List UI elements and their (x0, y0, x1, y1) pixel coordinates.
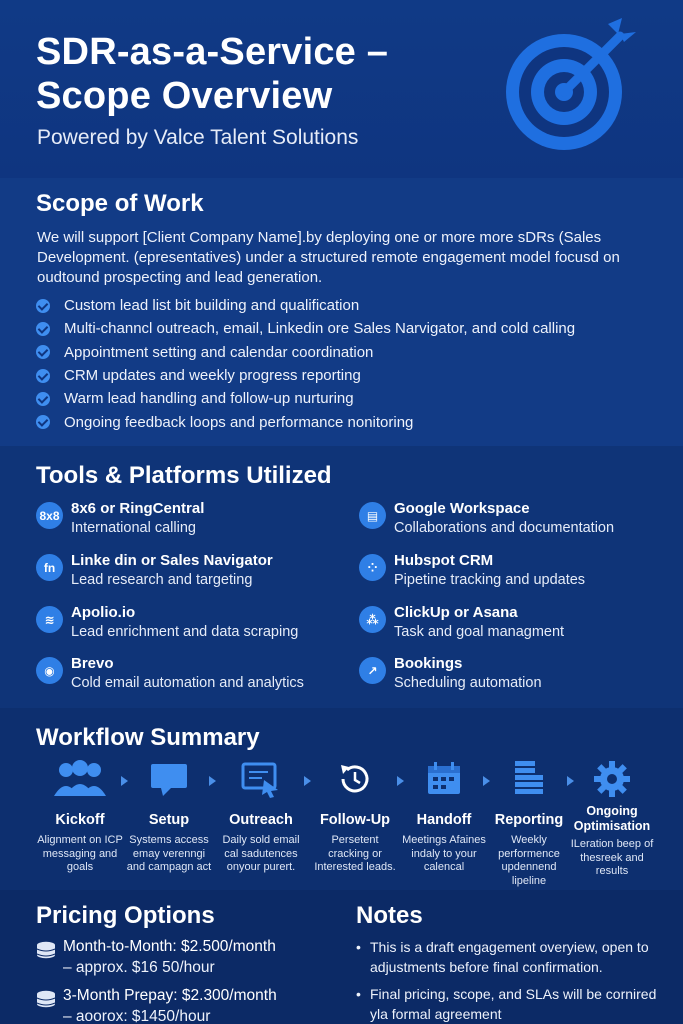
workflow-step-follow-up: Follow-Up Persetent cracking or Interested leads. (310, 758, 400, 875)
tools-title: Tools & Platforms Utilized (36, 462, 332, 489)
gear-icon (592, 759, 632, 799)
target-arrow-icon (500, 14, 640, 154)
calendar-icon (425, 760, 463, 798)
tool-item-bookings: ↗ Bookings Scheduling automation (359, 655, 659, 699)
document-icon: ▤ (359, 502, 386, 529)
scope-list (36, 294, 575, 434)
workflow-step-outreach: Outreach Daily sold email cal sadutences onyour purert. (216, 758, 306, 875)
tasks-icon: ⁂ (359, 606, 386, 633)
workflow-step-setup: Setup Systems access emay verenngi and campagn act (124, 758, 214, 875)
note-item: • This is a draft engagement overyiew, open to adjustments before final confirmation. (356, 938, 666, 977)
message-icon (149, 760, 189, 798)
list-item: Multi-channcl outreach, email, Linkedin ore Sales Narvigator, and cold calling (36, 317, 575, 340)
list-item: Appointment setting and calendar coordination (36, 341, 575, 364)
workflow-step-reporting: Reporting Weekly performence updennend lipeline (484, 758, 574, 888)
report-icon (509, 759, 549, 799)
outreach-icon (240, 760, 282, 798)
list-item: Custom lead list bit building and qualification (36, 294, 575, 317)
bottom-section: Pricing Options Month-to-Month: $2.500/month – approx. $16 50/hour 3-Month Prepay: $2.300/month – aoorox: $1450/hour Notes • This is a draft engagement overyiew, open to adjustments before final confirmation. • Final pricing, scope, and SLAs will be cornired yla formal agreement (0, 890, 683, 1024)
pricing-title: Pricing Options (36, 902, 215, 929)
check-icon (36, 415, 50, 429)
workflow-step-optimisation: Ongoing Optimisation ILeration beep of thesreek and results (566, 758, 658, 879)
list-item: Warm lead handling and follow-up nurturing (36, 387, 575, 410)
coins-icon (36, 990, 56, 1010)
phone-icon: 8x8 (36, 502, 63, 529)
tool-item-brevo: ◉ Brevo Cold email automation and analytics (36, 655, 336, 699)
workflow-step-kickoff: Kickoff Alignment on ICP messaging and goals (35, 758, 125, 875)
check-icon (36, 345, 50, 359)
calendar-icon: ↗ (359, 657, 386, 684)
check-icon (36, 299, 50, 313)
header (0, 0, 683, 178)
page-title: SDR-as-a-Service – Scope Overview (36, 31, 389, 117)
scope-intro: We will support [Client Company Name].by deploying one or more more sDRs (Sales Development. (epresentatives) under a structured remote engagement model focusd on oudtound prospecting and lead generation. (37, 229, 620, 286)
note-item: • Final pricing, scope, and SLAs will be cornired yla formal agreement (356, 985, 666, 1024)
arrow-icon (209, 776, 216, 786)
tool-item-clickup: ⁂ ClickUp or Asana Task and goal managment (359, 604, 659, 648)
hubspot-icon: ⁘ (359, 554, 386, 581)
notes-title: Notes (356, 902, 423, 929)
linkedin-icon: fn (36, 554, 63, 581)
email-icon: ◉ (36, 657, 63, 684)
tool-item-google-workspace: ▤ Google Workspace Collaborations and documentation (359, 500, 659, 544)
workflow-step-handoff: Handoff Meetings Afaines indaly to your calencal (399, 758, 489, 875)
workflow-title: Workflow Summary (36, 724, 260, 751)
tool-item-hubspot: ⁘ Hubspot CRM Pipetine tracking and updates (359, 552, 659, 596)
tool-item-ringcentral: 8x8 8x6 or RingCentral International calling (36, 500, 336, 544)
team-icon (52, 760, 108, 798)
tool-item-linkedin: fn Linke din or Sales Navigator Lead research and targeting (36, 552, 336, 596)
list-item: Ongoing feedback loops and performance nonitoring (36, 410, 575, 433)
coins-icon (36, 941, 56, 961)
check-icon (36, 322, 50, 336)
tool-item-apollo: ≋ Apolio.io Lead enrichment and data scraping (36, 604, 336, 648)
page-subtitle: Powered by Valce Talent Solutions (37, 126, 359, 149)
workflow-section (0, 708, 683, 890)
list-item: CRM updates and weekly progress reporting (36, 364, 575, 387)
tools-section (0, 446, 683, 708)
refresh-icon (335, 759, 375, 799)
check-icon (36, 369, 50, 383)
check-icon (36, 392, 50, 406)
scope-section (0, 178, 683, 446)
scope-title: Scope of Work (36, 190, 204, 217)
apollo-icon: ≋ (36, 606, 63, 633)
